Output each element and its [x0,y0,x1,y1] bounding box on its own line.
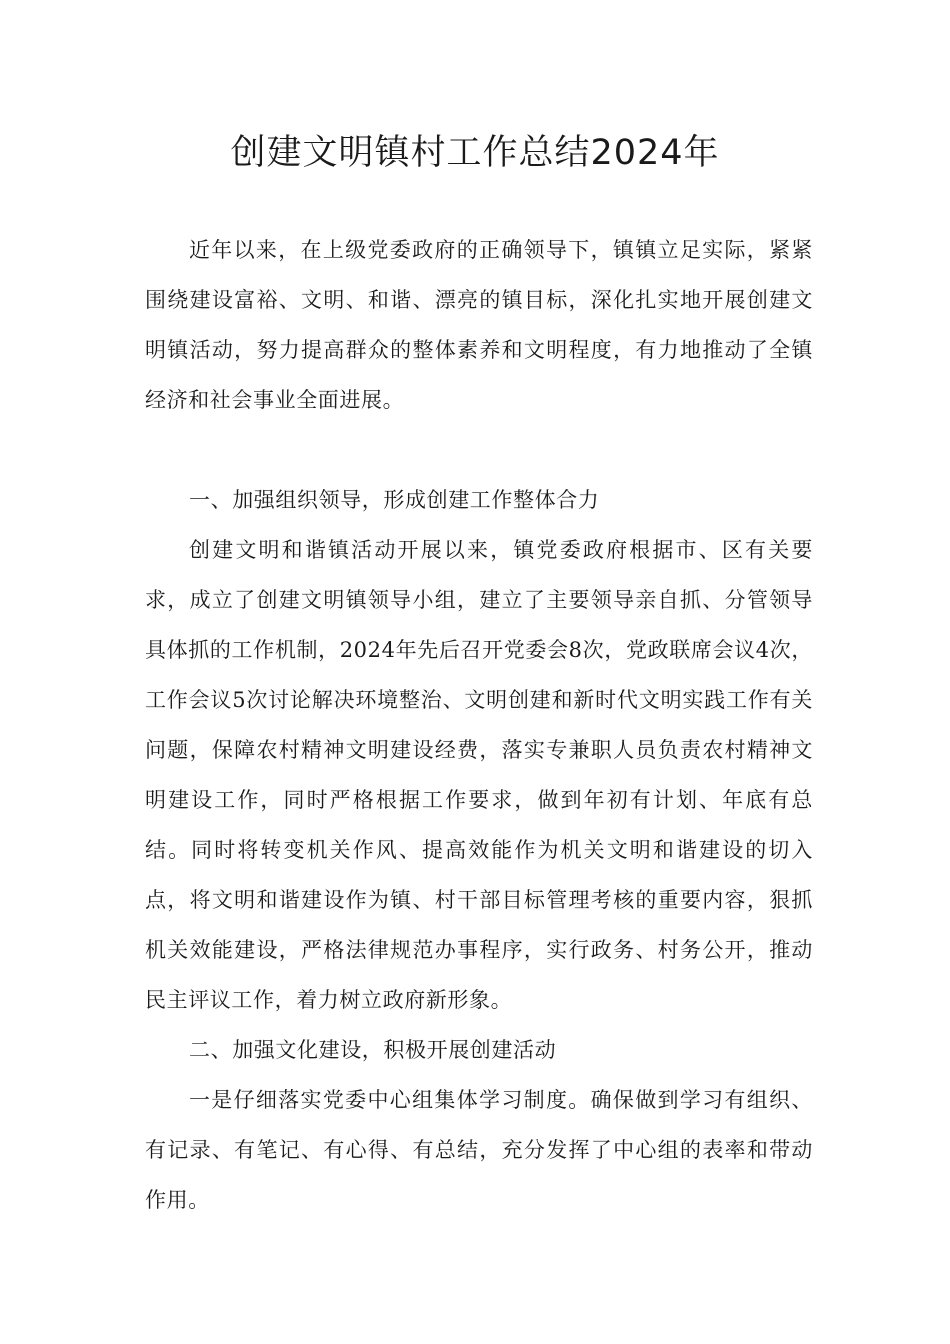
intro-paragraph: 近年以来，在上级党委政府的正确领导下，镇镇立足实际，紧紧围绕建设富裕、文明、和谐、漂亮的镇目标，深化扎实地开展创建文明镇活动，努力提高群众的整体素养和文明程度，有力地推动了全镇经济和社会事业全面进展。 [145,238,813,412]
document-title: 创建文明镇村工作总结2024年 [230,133,720,173]
sections-block [145,475,813,1225]
section-1-paragraph: 创建文明和谐镇活动开展以来，镇党委政府根据市、区有关要求，成立了创建文明镇领导小组，建立了主要领导亲自抓、分管领导具体抓的工作机制，2024年先后召开党委会8次，党政联席会议4次，工作会议5次讨论解决环境整治、文明创建和新时代文明实践工作有关问题，保障农村精神文明建设经费，落实专兼职人员负责农村精神文明建设工作，同时严格根据工作要求，做到年初有计划、年底有总结。同时将转变机关作风、提高效能作为机关文明和谐建设的切入点，将文明和谐建设作为镇、村干部目标管理考核的重要内容，狠抓机关效能建设，严格法律规范办事程序，实行政务、村务公开，推动民主评议工作，着力树立政府新形象。 [145,538,813,1012]
section-2-item-1: 一是仔细落实党委中心组集体学习制度。确保做到学习有组织、有记录、有笔记、有心得、有总结，充分发挥了中心组的表率和带动作用。 [145,1088,813,1212]
section-1-heading: 一、加强组织领导，形成创建工作整体合力 [189,488,600,512]
intro-block [145,225,813,425]
section-2-heading: 二、加强文化建设，积极开展创建活动 [189,1038,557,1062]
